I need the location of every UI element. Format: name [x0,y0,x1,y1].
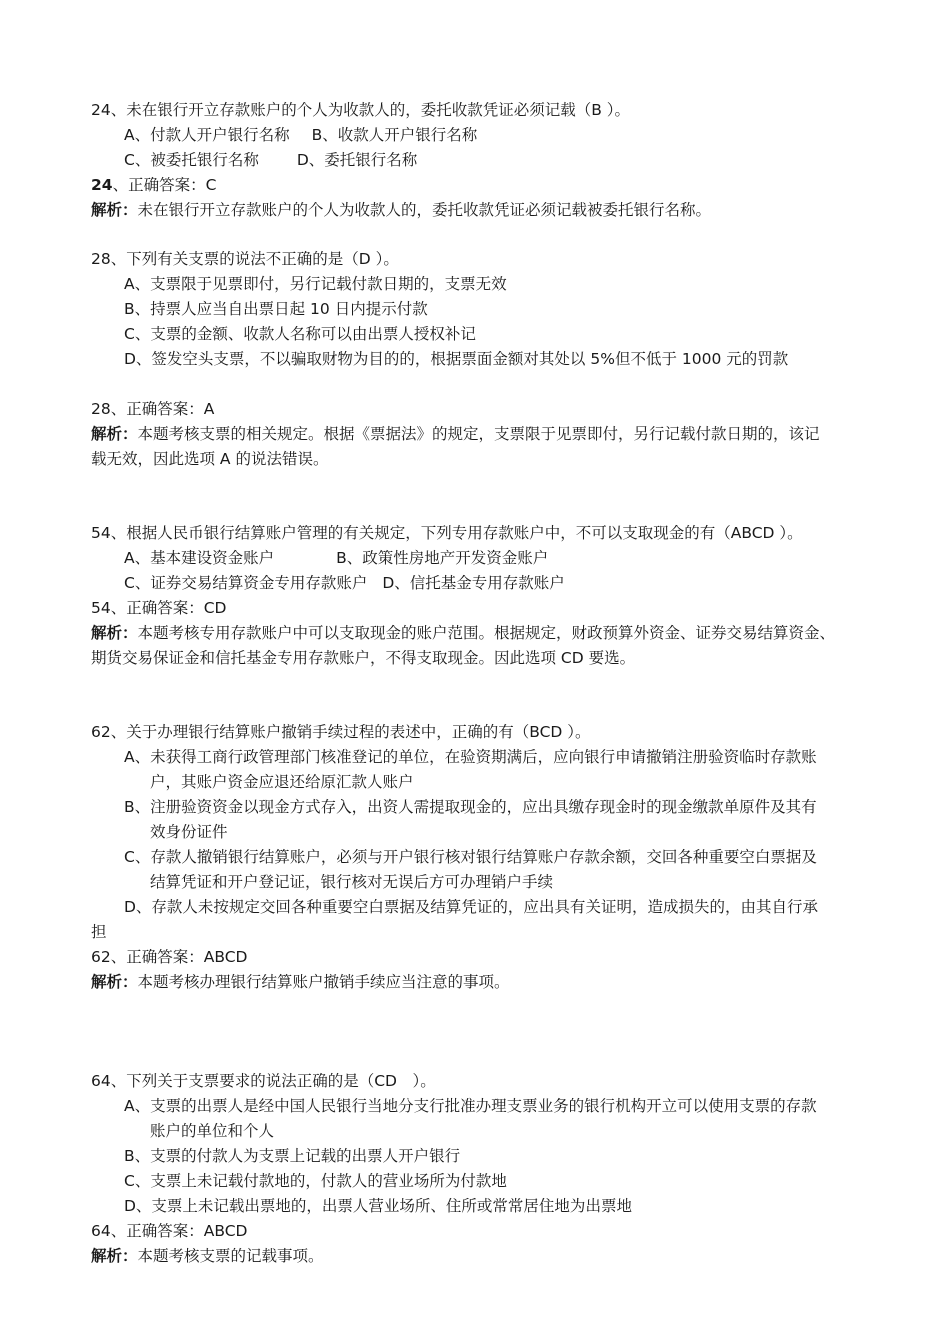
option-c: C、支票的金额、收款人名称可以由出票人授权补记 [124,325,476,343]
option-b: B、注册验资资金以现金方式存入，出资人需提取现金的，应出具缴存现金时的现金缴款单原件及其有 [124,798,817,816]
option-c: C、支票上未记载付款地的，付款人的营业场所为付款地 [124,1172,507,1190]
answer-text: 、正确答案：C [112,176,217,194]
question-54-explanation [91,621,835,646]
question-28-stem: 28、下列有关支票的说法不正确的是（D ）。 [91,250,399,268]
question-64-answer: 64、正确答案：ABCD [91,1222,248,1240]
question-24-answer [91,173,216,198]
option-c: C、被委托银行名称 [124,151,259,169]
explanation-text: 本题考核专用存款账户中可以支取现金的账户范围。根据规定，财政预算外资金、证券交易结算资金、 [137,624,836,642]
question-62-stem: 62、关于办理银行结算账户撤销手续过程的表述中，正确的有（BCD ）。 [91,723,591,741]
option-d: D、存款人未按规定交回各种重要空白票据及结算凭证的，应出具有关证明，造成损失的，由其自行承 [124,898,818,916]
question-54-options-ab [124,546,548,571]
question-62-explanation [91,970,510,995]
option-b: B、持票人应当自出票日起 10 日内提示付款 [124,300,428,318]
question-28-explanation-cont: 载无效，因此选项 A 的说法错误。 [91,450,329,468]
explanation-label: 解析： [91,973,138,991]
option-d: D、签发空头支票，不以骗取财物为目的的，根据票面金额对其处以 5%但不低于 1000 元的罚款 [124,350,789,368]
option-a: A、未获得工商行政管理部门核准登记的单位，在验资期满后，应向银行申请撤销注册验资临时存款账 [124,748,817,766]
question-62-answer: 62、正确答案：ABCD [91,948,248,966]
option-c: C、证券交易结算资金专用存款账户 [124,574,368,592]
question-24-explanation [91,198,711,223]
question-54-explanation-cont: 期货交易保证金和信托基金专用存款账户，不得支取现金。因此选项 CD 要选。 [91,649,636,667]
question-64-stem: 64、下列关于支票要求的说法正确的是（CD ）。 [91,1072,436,1090]
question-54-options-cd [124,571,565,596]
option-a: A、支票限于见票即付，另行记载付款日期的，支票无效 [124,275,507,293]
option-c: C、存款人撤销银行结算账户，必须与开户银行核对银行结算账户存款余额，交回各种重要空白票据及 [124,848,817,866]
question-24-stem: 24、未在银行开立存款账户的个人为收款人的，委托收款凭证必须记载（B ）。 [91,101,631,119]
question-64-explanation [91,1244,324,1269]
option-d-cont: 担 [91,923,107,941]
option-a: A、支票的出票人是经中国人民银行当地分支行批准办理支票业务的银行机构开立可以使用支票的存款 [124,1097,817,1115]
option-a-cont: 账户的单位和个人 [150,1122,275,1140]
explanation-label: 解析： [91,425,138,443]
answer-number: 24 [91,176,113,194]
option-a: A、付款人开户银行名称 [124,126,290,144]
option-d: D、委托银行名称 [296,151,418,169]
explanation-text: 本题考核办理银行结算账户撤销手续应当注意的事项。 [137,973,510,991]
option-b: B、政策性房地产开发资金账户 [336,549,549,567]
option-b-cont: 效身份证件 [150,823,228,841]
option-d: D、支票上未记载出票地的，出票人营业场所、住所或常常居住地为出票地 [124,1197,632,1215]
question-28-explanation [91,422,820,447]
explanation-label: 解析： [91,624,138,642]
explanation-label: 解析： [91,1247,138,1265]
option-a: A、基本建设资金账户 [124,549,275,567]
option-b: B、支票的付款人为支票上记载的出票人开户银行 [124,1147,461,1165]
question-28-answer: 28、正确答案：A [91,400,215,418]
question-24-options-ab [124,123,477,148]
option-d: D、信托基金专用存款账户 [382,574,565,592]
explanation-label: 解析： [91,201,138,219]
option-a-cont: 户，其账户资金应退还给原汇款人账户 [150,773,414,791]
explanation-text: 未在银行开立存款账户的个人为收款人的，委托收款凭证必须记载被委托银行名称。 [137,201,712,219]
question-54-answer: 54、正确答案：CD [91,599,227,617]
explanation-text: 本题考核支票的相关规定。根据《票据法》的规定，支票限于见票即付，另行记载付款日期的，该记 [137,425,820,443]
question-24-options-cd [124,148,417,173]
explanation-text: 本题考核支票的记载事项。 [137,1247,324,1265]
option-c-cont: 结算凭证和开户登记证，银行核对无误后方可办理销户手续 [150,873,554,891]
question-54-stem: 54、根据人民币银行结算账户管理的有关规定，下列专用存款账户中，不可以支取现金的有（ABCD ）。 [91,524,803,542]
option-b: B、收款人开户银行名称 [311,126,478,144]
